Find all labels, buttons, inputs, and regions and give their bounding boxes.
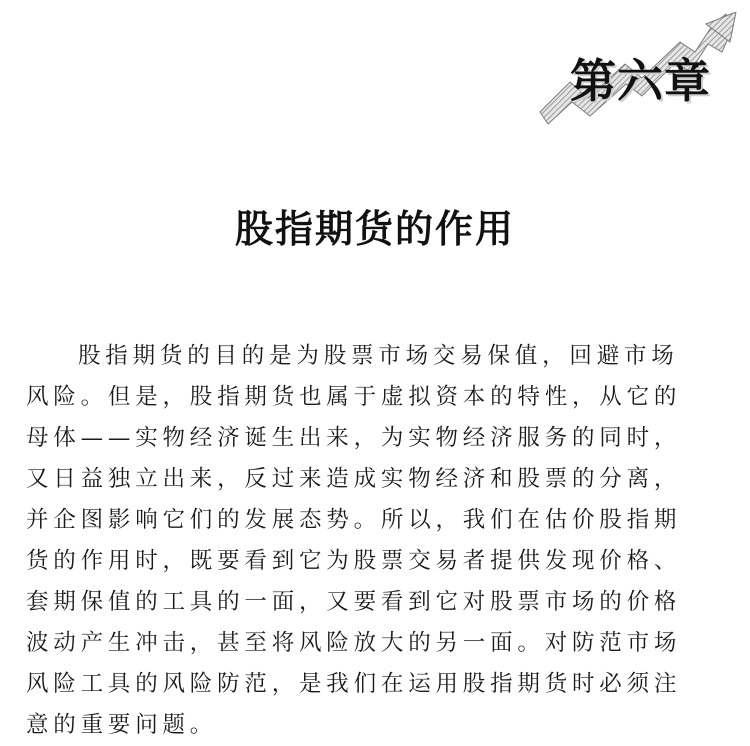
paragraph-line: 套期保值的工具的一面，又要看到它对股票市场的价格 (26, 589, 682, 615)
chapter-label: 第六章 (570, 54, 711, 108)
paragraph-line: 股指期货的目的是为股票市场交易保值，回避市场 (78, 343, 679, 369)
paragraph-line: 风险。但是，股指期货也属于虚拟资本的特性，从它的 (26, 384, 682, 410)
paragraph-line: 波动产生冲击，甚至将风险放大的另一面。对防范市场 (26, 630, 682, 656)
paragraph-line: 并企图影响它们的发展态势。所以，我们在估价股指期 (26, 507, 682, 533)
body-paragraph (26, 336, 726, 746)
paragraph-line: 风险工具的风险防范，是我们在运用股指期货时必须注 (26, 671, 682, 697)
section-title: 股指期货的作用 (234, 207, 515, 251)
paragraph-line: 货的作用时，既要看到它为股票交易者提供发现价格、 (26, 548, 682, 574)
paragraph-line: 母体——实物经济诞生出来，为实物经济服务的同时， (26, 425, 682, 451)
paragraph-line: 又日益独立出来，反过来造成实物经济和股票的分离， (26, 466, 682, 492)
paragraph-line: 意的重要问题。 (26, 712, 218, 738)
chapter-header (530, 12, 745, 127)
